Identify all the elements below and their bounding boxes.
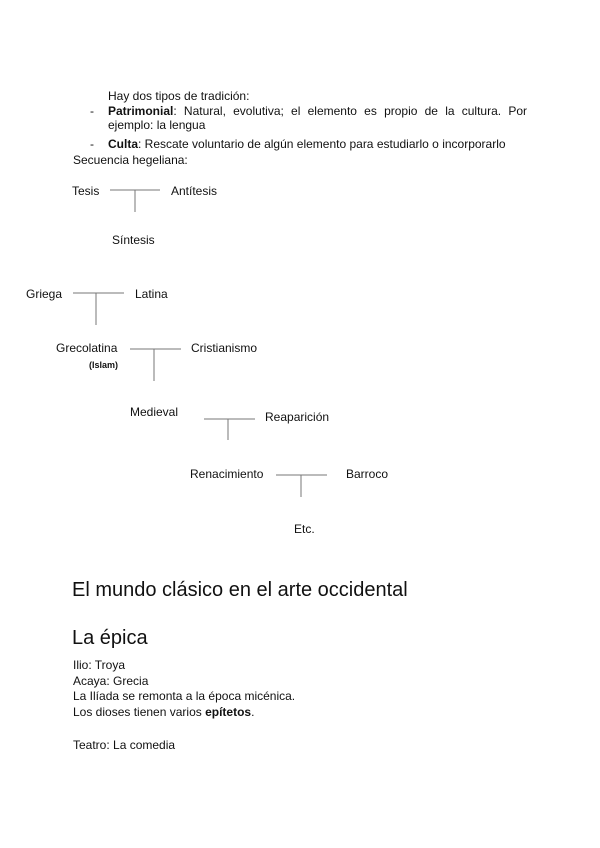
secuencia-label: Secuencia hegeliana: xyxy=(73,153,188,167)
node-antitesis: Antítesis xyxy=(171,184,218,198)
node-medieval: Medieval xyxy=(130,405,179,419)
node-etc: Etc. xyxy=(294,522,315,536)
node-sintesis: Síntesis xyxy=(112,233,155,247)
node-islam: (Islam) xyxy=(89,360,119,370)
section-heading-la-epica: La épica xyxy=(72,627,148,649)
node-renacimiento: Renacimiento xyxy=(190,467,264,481)
node-reaparicion: Reaparición xyxy=(265,410,330,424)
bullet-marker: - xyxy=(90,137,94,151)
bullet-marker: - xyxy=(90,104,94,118)
node-latina: Latina xyxy=(135,287,168,301)
teatro-line: Teatro: La comedia xyxy=(73,738,176,752)
node-tesis: Tesis xyxy=(72,184,100,198)
bullet-text: : Rescate voluntario de algún elemento para estudiarlo o incorporarlo xyxy=(138,137,506,151)
section-heading-mundo-clasico: El mundo clásico en el arte occidental xyxy=(72,579,408,601)
dioses-bold-term: epítetos xyxy=(205,705,252,719)
epica-line: Ilio: Troya xyxy=(73,658,126,672)
epica-line: Acaya: Grecia xyxy=(73,674,149,688)
node-griega: Griega xyxy=(26,287,63,301)
epica-line: La Ilíada se remonta a la época micénica. xyxy=(73,689,296,703)
node-barroco: Barroco xyxy=(346,467,389,481)
bullet-term: Patrimonial xyxy=(108,104,174,118)
dioses-end: . xyxy=(251,705,255,719)
bullet-term: Culta xyxy=(108,137,138,151)
node-cristianismo: Cristianismo xyxy=(191,341,258,355)
bullet-text: : Natural, evolutiva; el elemento es propio de la cultura. Por ejemplo: la lengua xyxy=(108,104,527,132)
dioses-text: Los dioses tienen varios xyxy=(73,705,206,719)
intro-line: Hay dos tipos de tradición: xyxy=(108,89,250,103)
node-grecolatina: Grecolatina xyxy=(56,341,118,355)
epica-dioses-line xyxy=(73,705,254,719)
